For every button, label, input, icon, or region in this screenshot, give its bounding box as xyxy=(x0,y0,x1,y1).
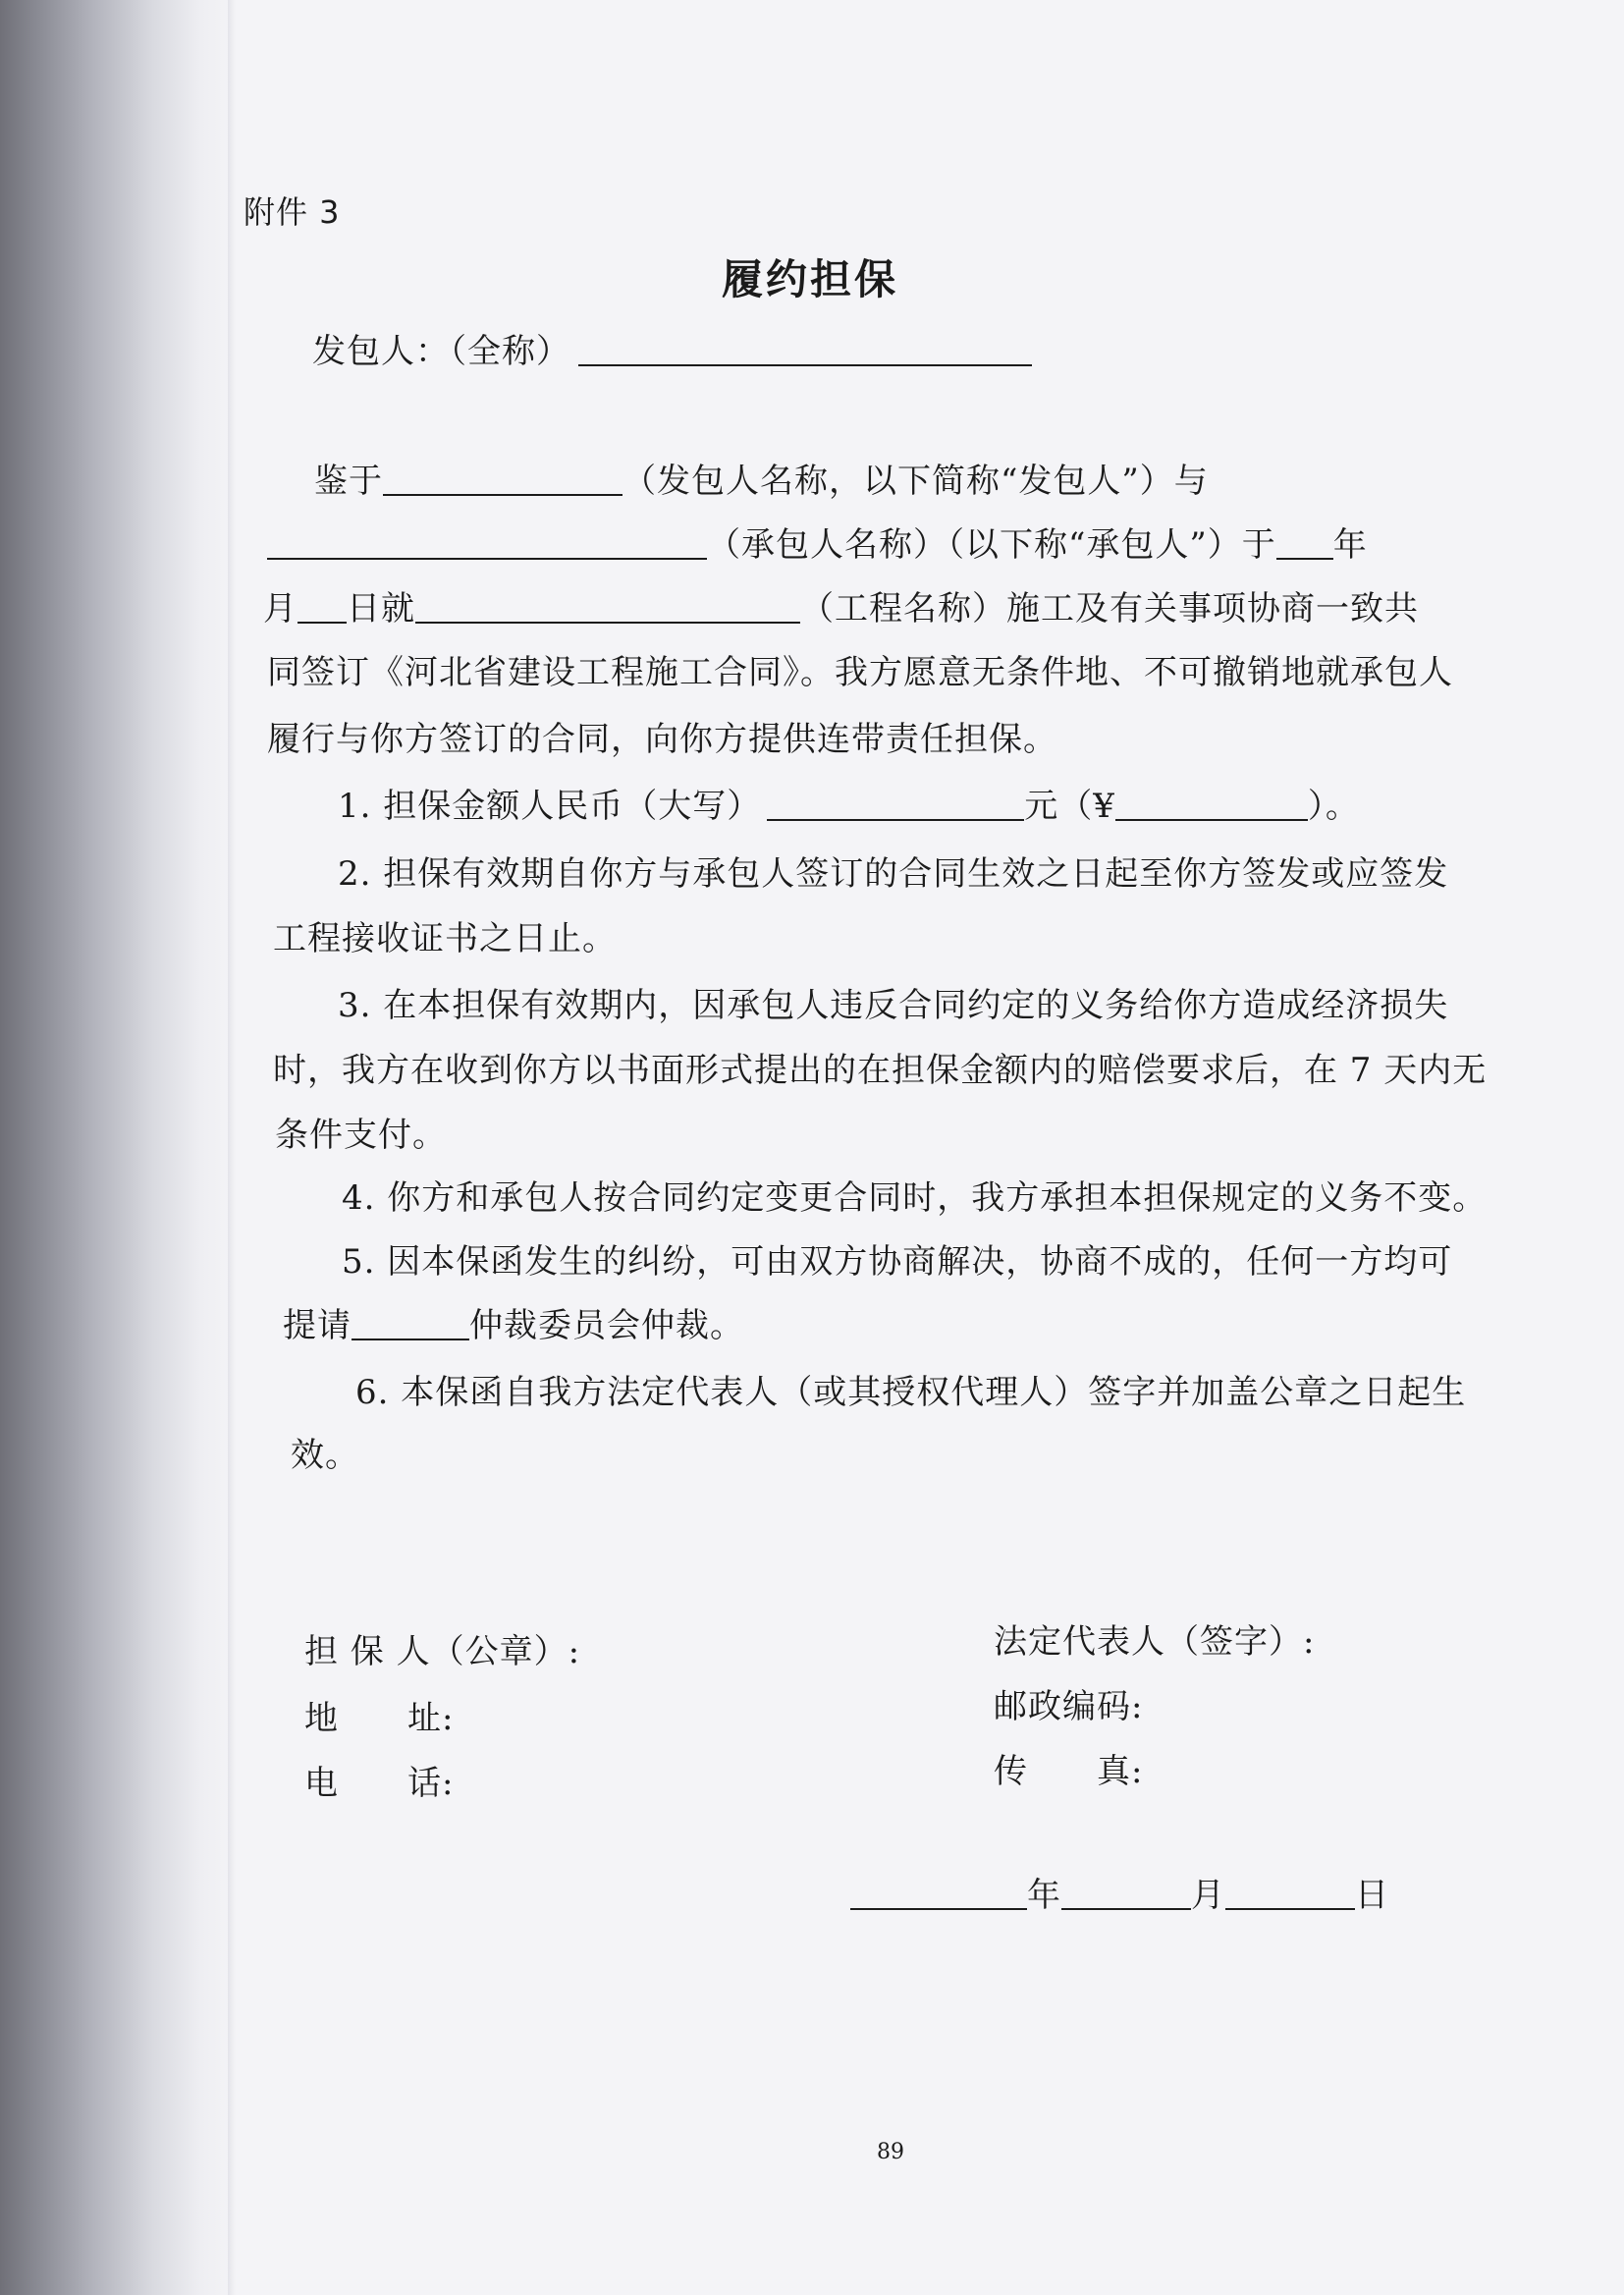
page-number: 89 xyxy=(877,2140,904,2164)
date-year-label: 年 xyxy=(1027,1876,1061,1915)
para1-text: 鉴于 xyxy=(314,462,383,501)
employer-name-blank[interactable] xyxy=(578,335,1032,366)
postcode-label: 邮政编码: xyxy=(994,1687,1144,1726)
clause-3-line3: 条件支付。 xyxy=(275,1116,447,1155)
amount-figures-blank[interactable] xyxy=(1115,790,1308,821)
clause-text: ）。 xyxy=(1307,787,1360,826)
para1-line3 xyxy=(263,589,1419,628)
clause-text: 仲裁委员会仲裁。 xyxy=(469,1306,744,1345)
legal-rep-label: 法定代表人（签字）: xyxy=(994,1622,1316,1662)
para1-line1 xyxy=(314,462,1209,501)
clause-3-line1: 3. 在本担保有效期内，因承包人违反合同约定的义务给你方造成经济损失 xyxy=(338,986,1449,1025)
clause-text: 元（¥ xyxy=(1024,787,1115,826)
para1-text: 年 xyxy=(1332,525,1368,565)
para1-line5: 履行与你方签订的合同，向你方提供连带责任担保。 xyxy=(267,720,1057,759)
date-line xyxy=(850,1876,1389,1915)
para1-text: （发包人名称，以下简称“发包人”）与 xyxy=(623,462,1209,501)
employer-line xyxy=(312,332,1032,371)
employer-label: 发包人：（全称） xyxy=(312,332,570,371)
para1-line4: 同签订《河北省建设工程施工合同》。我方愿意无条件地、不可撤销地就承包人 xyxy=(267,653,1453,692)
date-day-label: 日 xyxy=(1355,1876,1389,1915)
clause-1 xyxy=(338,787,1360,826)
fax-label: 传 真: xyxy=(994,1752,1144,1791)
date-month-label: 月 xyxy=(1191,1876,1225,1915)
para1-text: 日就 xyxy=(347,589,415,628)
clause-4: 4. 你方和承包人按合同约定变更合同时，我方承担本担保规定的义务不变。 xyxy=(342,1178,1488,1218)
clause-5-line1: 5. 因本保函发生的纠纷，可由双方协商解决，协商不成的，任何一方均可 xyxy=(342,1242,1453,1282)
para1-text: （工程名称）施工及有关事项协商一致共 xyxy=(800,589,1419,628)
clause-text: 提请 xyxy=(283,1306,352,1345)
arbitration-commission-blank[interactable] xyxy=(352,1309,469,1340)
project-name-blank[interactable] xyxy=(415,592,800,624)
clause-6-line1: 6. 本保函自我方法定代表人（或其授权代理人）签字并加盖公章之日起生 xyxy=(355,1373,1467,1412)
date-month-blank[interactable] xyxy=(1061,1879,1191,1910)
clause-6-line2: 效。 xyxy=(291,1436,359,1475)
amount-words-blank[interactable] xyxy=(767,790,1024,821)
phone-label: 电 话: xyxy=(304,1764,455,1803)
clause-2-line2: 工程接收证书之日止。 xyxy=(273,919,617,958)
clause-3-line2: 时，我方在收到你方以书面形式提出的在担保金额内的赔偿要求后，在 7 天内无 xyxy=(273,1051,1488,1090)
para1-text: 月 xyxy=(263,589,298,628)
month-blank[interactable] xyxy=(298,592,347,624)
date-day-blank[interactable] xyxy=(1225,1879,1355,1910)
para1-text: （承包人名称）（以下称“承包人”）于 xyxy=(707,525,1276,565)
contractor-blank[interactable] xyxy=(267,528,707,560)
clause-text: 1. 担保金额人民币（大写） xyxy=(338,787,762,826)
employer-blank[interactable] xyxy=(383,464,623,496)
clause-5-line2 xyxy=(283,1306,744,1345)
date-year-blank[interactable] xyxy=(850,1879,1027,1910)
document-title: 履约担保 xyxy=(722,255,899,303)
clause-2-line1: 2. 担保有效期自你方与承包人签订的合同生效之日起至你方签发或应签发 xyxy=(338,854,1449,894)
para1-line2 xyxy=(267,525,1368,565)
attachment-label: 附件 3 xyxy=(244,193,341,231)
guarantor-seal-label: 担 保 人（公章）: xyxy=(304,1632,581,1671)
address-label: 地 址: xyxy=(304,1699,455,1738)
year-blank[interactable] xyxy=(1276,528,1333,560)
